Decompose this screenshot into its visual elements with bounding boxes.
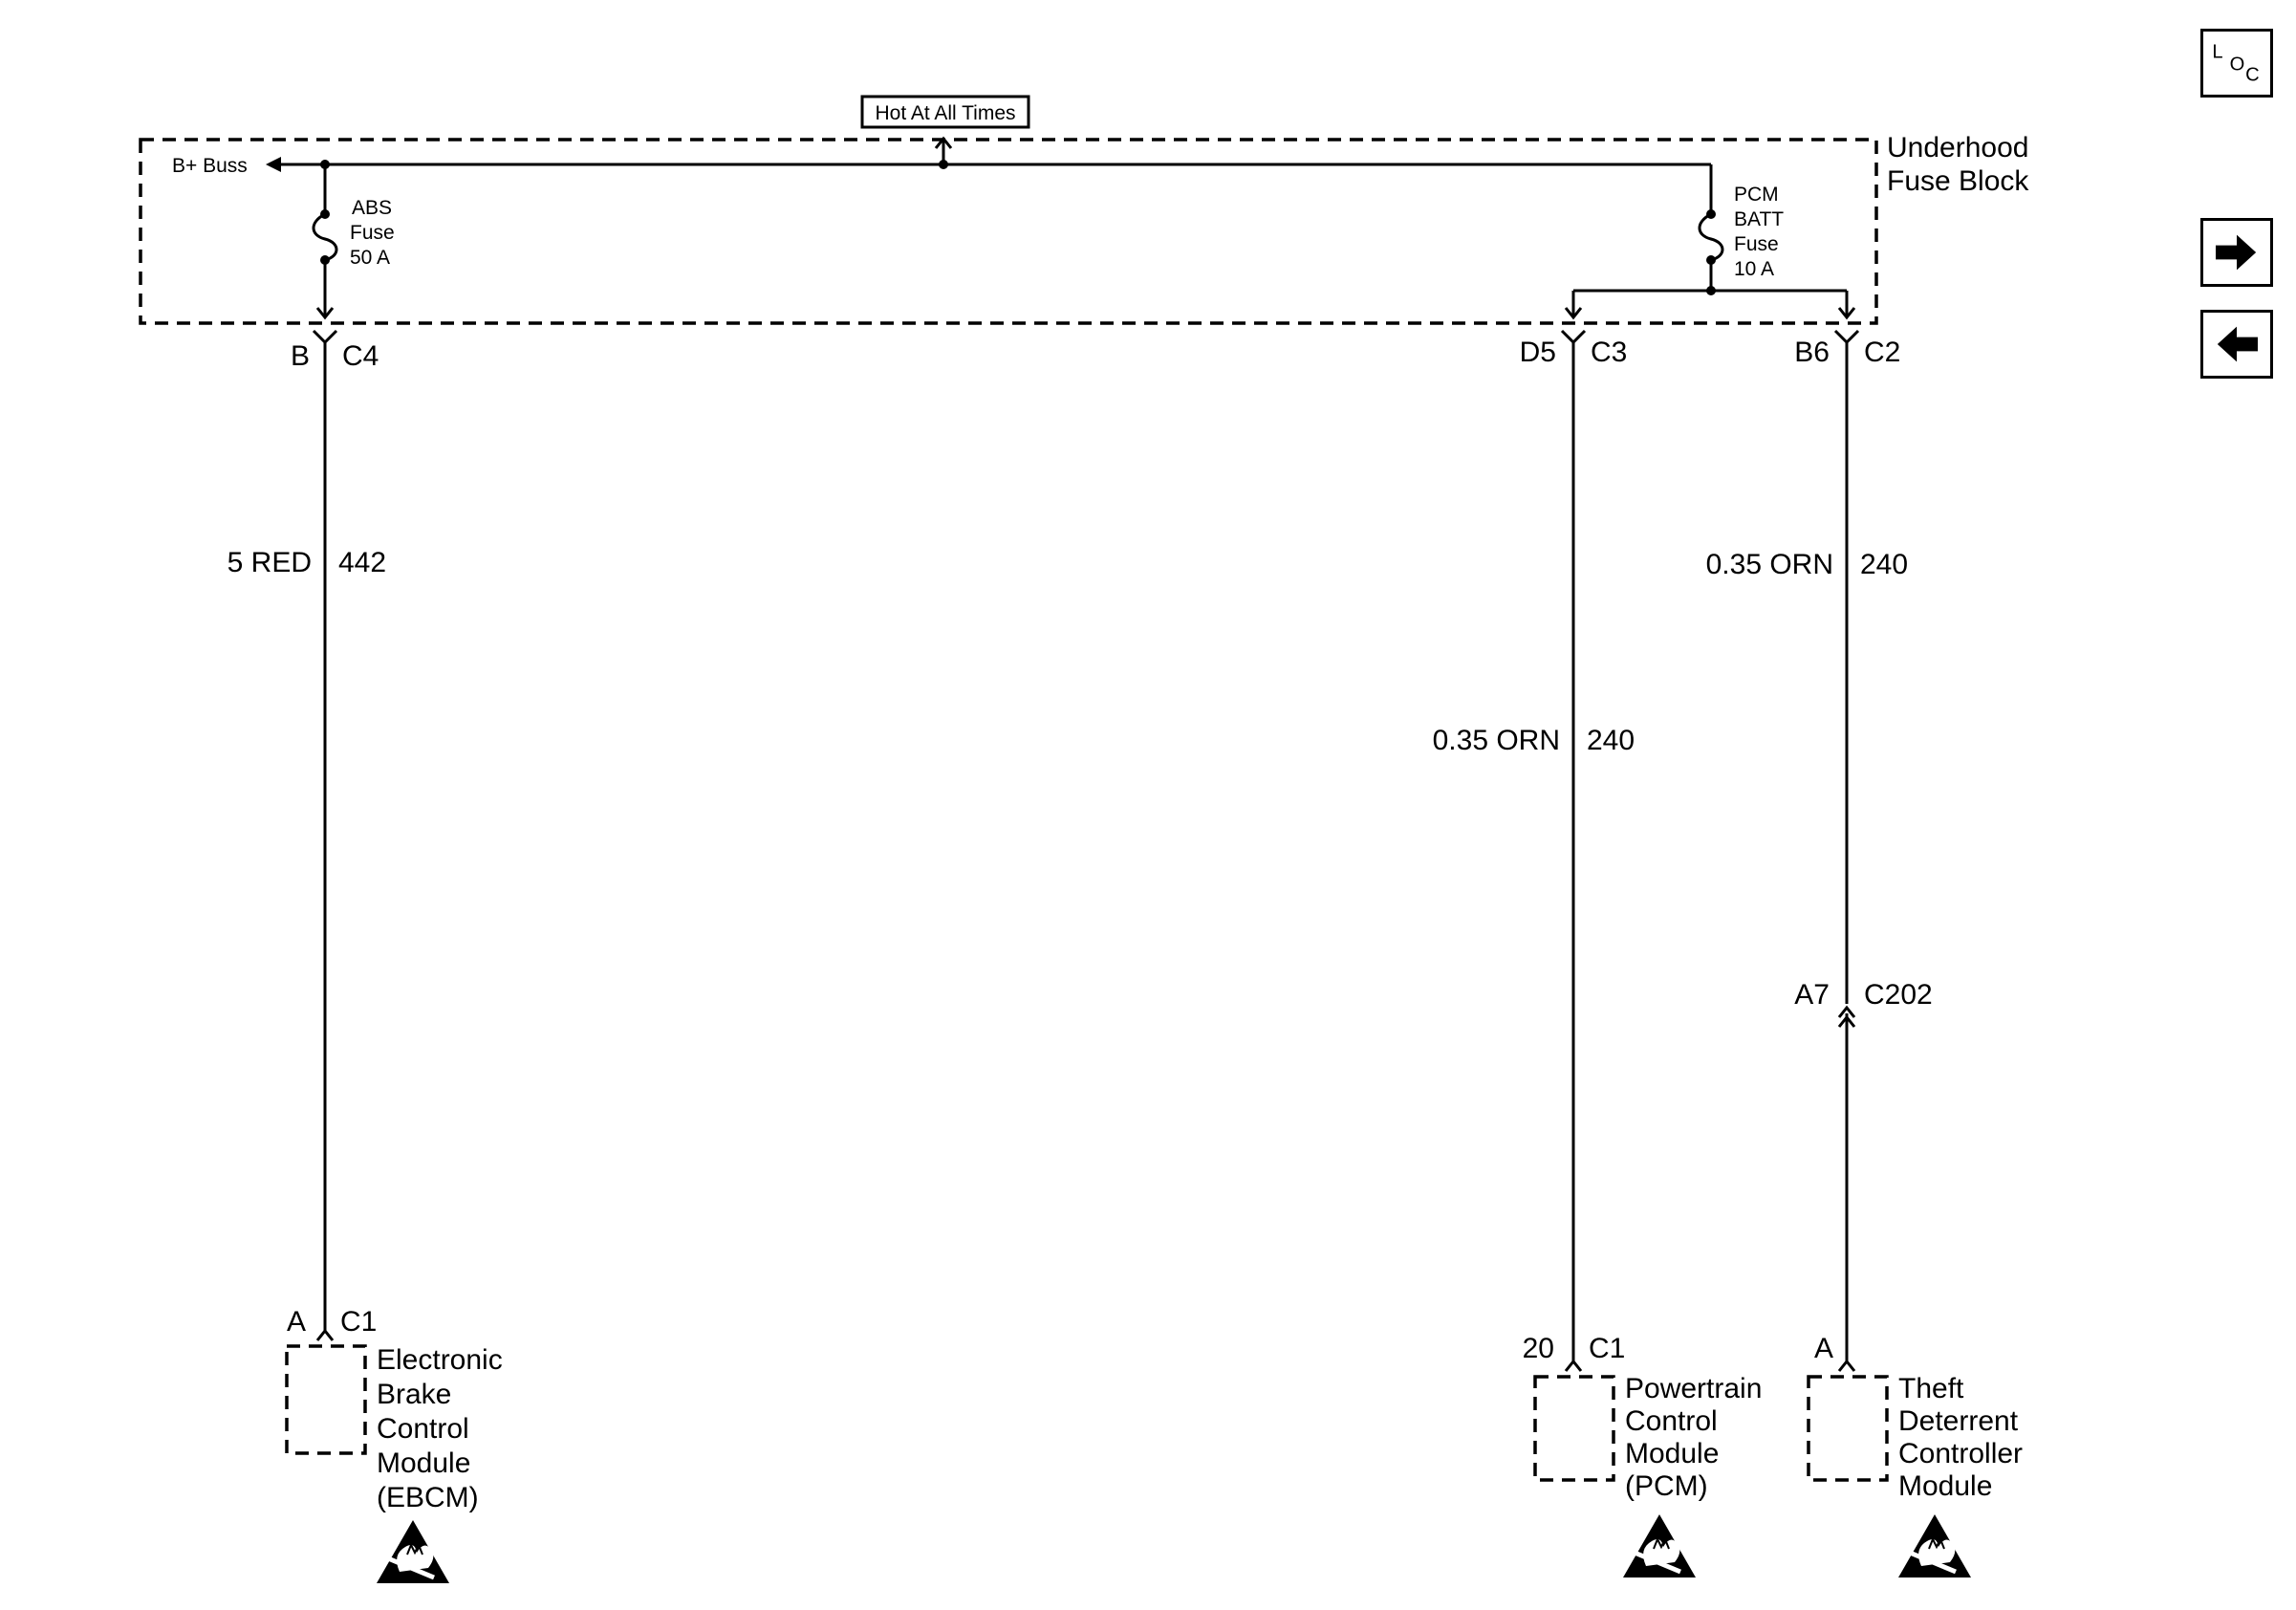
ebcm-name-line4: Module — [377, 1447, 471, 1479]
tdc-top-connector: C2 — [1864, 337, 1901, 368]
ebcm-bottom-pin: A — [286, 1306, 306, 1338]
pcm-name-line3: Module — [1625, 1438, 1720, 1469]
ebcm-wire-circuit: 442 — [338, 547, 387, 578]
pcm-batt-fuse-symbol — [1700, 214, 1722, 260]
tdc-wire-gauge-color: 0.35 ORN — [1705, 549, 1833, 580]
pcm-fuse-label-4: 10 A — [1734, 258, 1775, 280]
pcm-fuse-label-3: Fuse — [1734, 233, 1779, 255]
svg-text:C: C — [2245, 64, 2260, 86]
abs-fuse-label-2: Fuse — [350, 222, 395, 244]
tdc-name-line4: Module — [1898, 1470, 1993, 1502]
underhood-fuse-block-outline — [141, 140, 1876, 323]
ebcm-name-line5: (EBCM) — [377, 1482, 479, 1513]
ebcm-name-line1: Electronic — [377, 1344, 503, 1376]
ebcm-name-line3: Control — [377, 1413, 469, 1445]
ebcm-bottom-connector: C1 — [340, 1306, 378, 1338]
pcm-fuse-label-2: BATT — [1734, 208, 1785, 230]
abs-fuse-label-3: 50 A — [350, 247, 391, 269]
pcm-name-line1: Powertrain — [1625, 1373, 1763, 1404]
location-button[interactable] — [2200, 29, 2273, 98]
pcm-name-line4: (PCM) — [1625, 1470, 1708, 1502]
pcm-name-line2: Control — [1625, 1405, 1718, 1437]
tdc-name-line2: Deterrent — [1898, 1405, 2019, 1437]
ebcm-top-pin: B — [290, 340, 310, 372]
esd-warning-icon — [1623, 1514, 1696, 1577]
tdc-name-line3: Controller — [1898, 1438, 2024, 1469]
arrow-left-icon — [2203, 313, 2270, 376]
inline-connector-name: C202 — [1864, 979, 1933, 1011]
inline-connector-pin: A7 — [1794, 979, 1830, 1011]
pcm-bottom-connector: C1 — [1589, 1333, 1626, 1364]
buss-arrow-icon — [266, 157, 281, 172]
abs-fuse-label-1: ABS — [352, 197, 393, 219]
tdc-bottom-pin: A — [1813, 1333, 1833, 1364]
pcm-bottom-pin: 20 — [1522, 1333, 1554, 1364]
location-icon — [2203, 32, 2270, 95]
pcm-top-pin: D5 — [1519, 337, 1556, 368]
hot-at-all-times-label: Hot At All Times — [875, 102, 1016, 124]
next-page-button[interactable] — [2200, 218, 2273, 287]
pcm-wire-gauge-color: 0.35 ORN — [1432, 725, 1560, 756]
esd-warning-icon — [377, 1520, 449, 1583]
ebcm-top-connector: C4 — [342, 340, 379, 372]
tdc-top-pin: B6 — [1794, 337, 1830, 368]
ebcm-name-line2: Brake — [377, 1379, 452, 1410]
pcm-top-connector: C3 — [1591, 337, 1628, 368]
tdc-name-line1: Theft — [1898, 1373, 1964, 1404]
abs-fuse-symbol — [314, 214, 336, 260]
fuse-block-name-line1: Underhood — [1887, 132, 2029, 163]
previous-page-button[interactable] — [2200, 310, 2273, 379]
svg-text:O: O — [2229, 54, 2245, 76]
tdc-wire-circuit: 240 — [1860, 549, 1909, 580]
tdc-module-box — [1809, 1377, 1887, 1480]
esd-warning-icon — [1898, 1514, 1971, 1577]
b-plus-buss-label: B+ Buss — [172, 155, 248, 177]
ebcm-wire-gauge-color: 5 RED — [227, 547, 312, 578]
arrow-right-icon — [2203, 221, 2270, 284]
pcm-module-box — [1535, 1377, 1614, 1480]
fuse-block-name-line2: Fuse Block — [1887, 165, 2029, 197]
svg-text:L: L — [2212, 41, 2223, 63]
pcm-wire-circuit: 240 — [1587, 725, 1635, 756]
ebcm-module-box — [287, 1346, 365, 1453]
pcm-fuse-label-1: PCM — [1734, 184, 1779, 206]
